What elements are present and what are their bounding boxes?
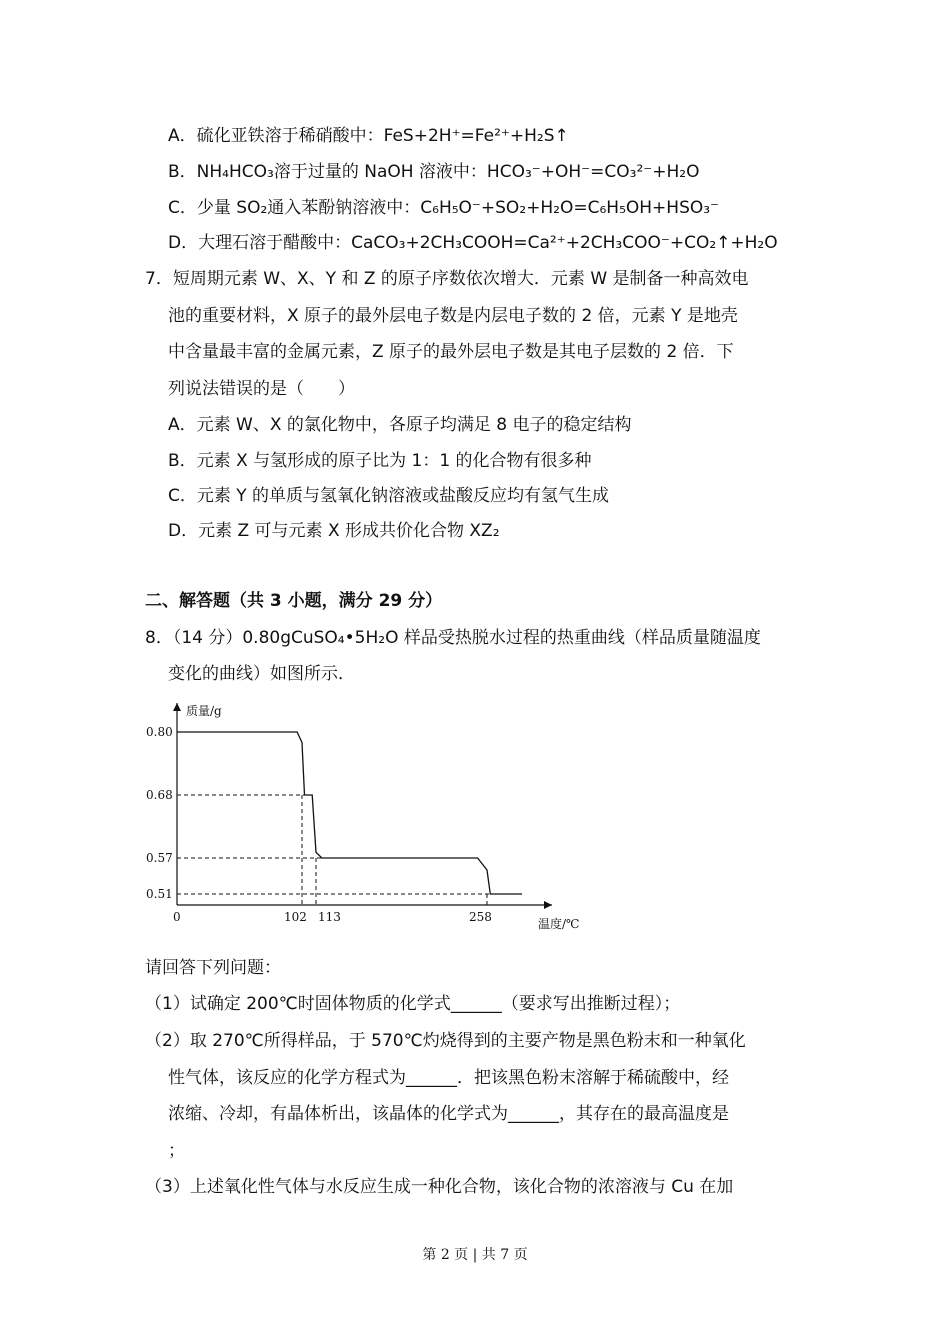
section-heading: 二、解答题（共 3 小题，满分 29 分） bbox=[145, 591, 443, 611]
q7-option-b: B．元素 X 与氢形成的原子比为 1：1 的化合物有很多种 bbox=[168, 451, 592, 471]
x-axis-label: 温度/℃ bbox=[538, 917, 580, 931]
origin-label: 0 bbox=[173, 910, 181, 924]
q8-part3: （3）上述氧化性气体与水反应生成一种化合物，该化合物的浓溶液与 Cu 在加 bbox=[145, 1177, 734, 1197]
y-tick-label: 0.80 bbox=[146, 725, 173, 739]
q6-option-a: A．硫化亚铁溶于稀硝酸中：FeS+2H⁺=Fe²⁺+H₂S↑ bbox=[168, 126, 569, 146]
x-tick-label: 113 bbox=[318, 910, 341, 924]
x-tick-label: 258 bbox=[469, 910, 492, 924]
q7-stem-line1: 7．短周期元素 W、X、Y 和 Z 的原子序数依次增大．元素 W 是制备一种高效电 bbox=[145, 269, 749, 289]
q7-stem-line4: 列说法错误的是（ ） bbox=[168, 379, 355, 399]
y-tick-label: 0.57 bbox=[146, 851, 173, 865]
q8-part2-line2: 性气体，该反应的化学方程式为______．把该黑色粉末溶解于稀硫酸中，经 bbox=[168, 1068, 729, 1088]
q7-option-a: A．元素 W、X 的氯化物中，各原子均满足 8 电子的稳定结构 bbox=[168, 415, 632, 435]
q8-ask: 请回答下列问题： bbox=[145, 958, 281, 978]
y-tick-label: 0.68 bbox=[146, 788, 173, 802]
q6-option-c: C．少量 SO₂通入苯酚钠溶液中：C₆H₅O⁻+SO₂+H₂O=C₆H₅OH+HSO₃⁻ bbox=[168, 198, 720, 218]
y-axis-label: 质量/g bbox=[186, 704, 222, 718]
q6-option-d: D．大理石溶于醋酸中：CaCO₃+2CH₃COOH=Ca²⁺+2CH₃COO⁻+CO₂↑+H₂O bbox=[168, 233, 778, 253]
q7-option-c: C．元素 Y 的单质与氢氧化钠溶液或盐酸反应均有氢气生成 bbox=[168, 486, 610, 506]
page-footer: 第 2 页 | 共 7 页 bbox=[422, 1247, 528, 1263]
q8-stem-line1: 8．（14 分）0.80gCuSO₄•5H₂O 样品受热脱水过程的热重曲线（样品质量随温度 bbox=[145, 628, 761, 648]
q6-option-b: B．NH₄HCO₃溶于过量的 NaOH 溶液中：HCO₃⁻+OH⁻=CO₃²⁻+H₂O bbox=[168, 162, 700, 182]
q7-stem-line2: 池的重要材料，X 原子的最外层电子数是内层电子数的 2 倍，元素 Y 是地壳 bbox=[168, 306, 738, 326]
q7-option-d: D．元素 Z 可与元素 X 形成共价化合物 XZ₂ bbox=[168, 521, 500, 541]
q8-part2-line4: ； bbox=[168, 1141, 185, 1161]
q8-part2-line3: 浓缩、冷却，有晶体析出，该晶体的化学式为______，其存在的最高温度是 bbox=[168, 1104, 729, 1124]
y-tick-label: 0.51 bbox=[146, 887, 173, 901]
mass-curve bbox=[177, 732, 522, 894]
x-tick-label: 102 bbox=[284, 910, 307, 924]
q8-part2-line1: （2）取 270℃所得样品，于 570℃灼烧得到的主要产物是黑色粉末和一种氧化 bbox=[145, 1031, 746, 1051]
thermogravimetric-chart bbox=[140, 695, 600, 935]
q8-part1: （1）试确定 200℃时固体物质的化学式______（要求写出推断过程）； bbox=[145, 994, 681, 1014]
q7-stem-line3: 中含量最丰富的金属元素，Z 原子的最外层电子数是其电子层数的 2 倍．下 bbox=[168, 342, 734, 362]
q8-stem-line2: 变化的曲线）如图所示． bbox=[168, 664, 355, 684]
